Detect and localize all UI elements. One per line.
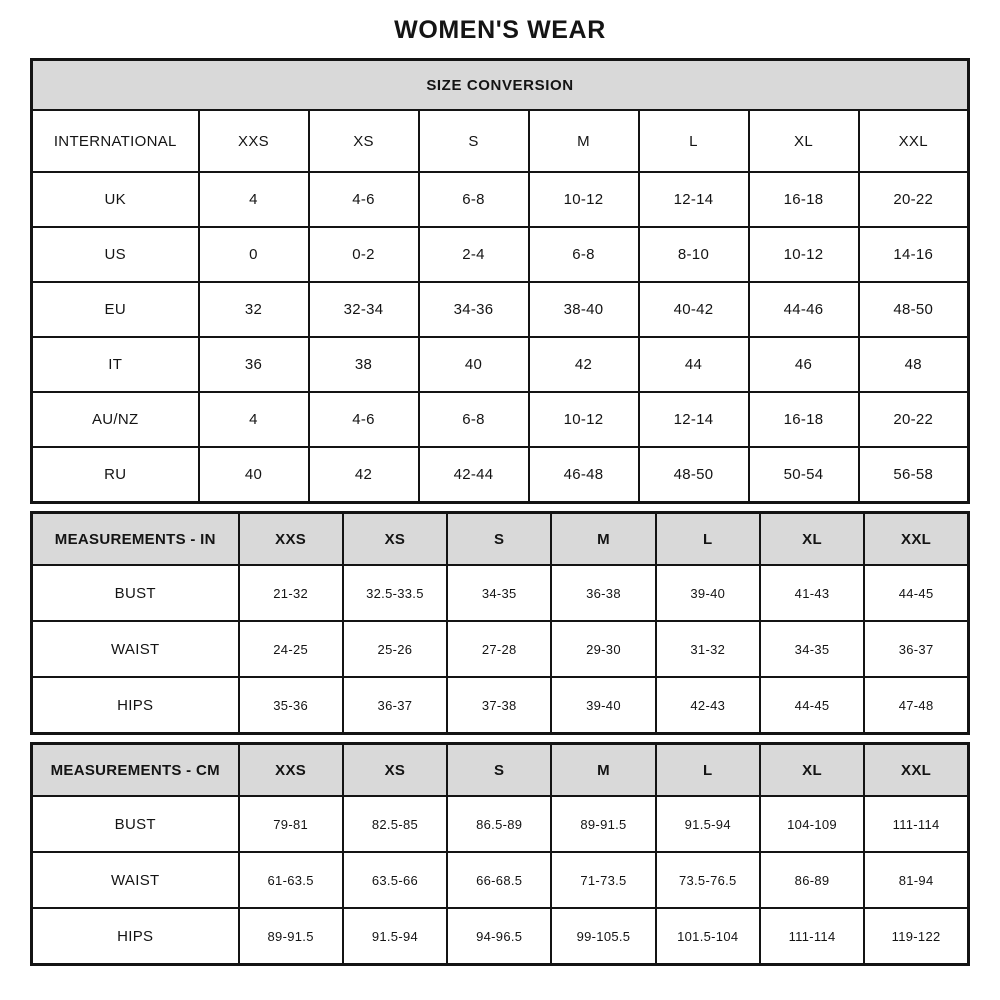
- table-header-label: MEASUREMENTS - IN: [32, 513, 239, 566]
- size-column-header: XXS: [239, 744, 343, 797]
- cell: 46: [749, 337, 859, 392]
- size-column-header: XL: [760, 744, 864, 797]
- cell: 40: [199, 447, 309, 503]
- cell: 16-18: [749, 392, 859, 447]
- cell: 44-45: [864, 565, 968, 621]
- cell: 99-105.5: [551, 908, 655, 965]
- cell: 4: [199, 172, 309, 227]
- size-column-header: S: [447, 513, 551, 566]
- size-column-header: XXL: [864, 513, 968, 566]
- measurements-in-table: [30, 511, 970, 735]
- cell: 20-22: [859, 172, 969, 227]
- cell: 42: [529, 337, 639, 392]
- cell: 6-8: [529, 227, 639, 282]
- cell: 61-63.5: [239, 852, 343, 908]
- size-column-header: XL: [760, 513, 864, 566]
- page-title: WOMEN'S WEAR: [394, 16, 606, 44]
- table-row: [32, 282, 969, 337]
- size-column-header: S: [447, 744, 551, 797]
- cell: 4-6: [309, 392, 419, 447]
- table-banner: SIZE CONVERSION: [32, 60, 969, 111]
- cell: 42-44: [419, 447, 529, 503]
- size-column-header: XXS: [199, 110, 309, 172]
- table-header-label: MEASUREMENTS - CM: [32, 744, 239, 797]
- cell: 89-91.5: [551, 796, 655, 852]
- table-row: [32, 392, 969, 447]
- cell: 27-28: [447, 621, 551, 677]
- cell: 91.5-94: [343, 908, 447, 965]
- cell: 39-40: [551, 677, 655, 734]
- cell: 36-38: [551, 565, 655, 621]
- size-column-header: S: [419, 110, 529, 172]
- cell: 63.5-66: [343, 852, 447, 908]
- size-column-header: M: [529, 110, 639, 172]
- table-row: [32, 908, 969, 965]
- row-label: US: [32, 227, 199, 282]
- cell: 10-12: [529, 172, 639, 227]
- cell: 34-36: [419, 282, 529, 337]
- cell: 48-50: [859, 282, 969, 337]
- cell: 86-89: [760, 852, 864, 908]
- cell: 44: [639, 337, 749, 392]
- table-row: [32, 796, 969, 852]
- cell: 73.5-76.5: [656, 852, 760, 908]
- table-row: [32, 447, 969, 503]
- cell: 0: [199, 227, 309, 282]
- cell: 36-37: [343, 677, 447, 734]
- cell: 94-96.5: [447, 908, 551, 965]
- cell: 6-8: [419, 392, 529, 447]
- row-label: EU: [32, 282, 199, 337]
- cell: 71-73.5: [551, 852, 655, 908]
- table-row: [32, 852, 969, 908]
- cell: 48: [859, 337, 969, 392]
- cell: 48-50: [639, 447, 749, 503]
- row-label: AU/NZ: [32, 392, 199, 447]
- cell: 34-35: [447, 565, 551, 621]
- cell: 12-14: [639, 172, 749, 227]
- cell: 104-109: [760, 796, 864, 852]
- cell: 36: [199, 337, 309, 392]
- size-column-header: XS: [343, 513, 447, 566]
- table-row: [32, 565, 969, 621]
- table-row: [32, 621, 969, 677]
- row-label: BUST: [32, 565, 239, 621]
- cell: 82.5-85: [343, 796, 447, 852]
- table-row: [32, 227, 969, 282]
- cell: 44-45: [760, 677, 864, 734]
- cell: 34-35: [760, 621, 864, 677]
- size-column-header: L: [639, 110, 749, 172]
- size-column-header: L: [656, 513, 760, 566]
- cell: 10-12: [529, 392, 639, 447]
- cell: 42: [309, 447, 419, 503]
- size-column-header: XS: [343, 744, 447, 797]
- cell: 32-34: [309, 282, 419, 337]
- cell: 101.5-104: [656, 908, 760, 965]
- row-label: HIPS: [32, 677, 239, 734]
- cell: 111-114: [864, 796, 968, 852]
- cell: 37-38: [447, 677, 551, 734]
- cell: 50-54: [749, 447, 859, 503]
- cell: 21-32: [239, 565, 343, 621]
- row-label: BUST: [32, 796, 239, 852]
- size-conversion-table: [30, 58, 970, 504]
- cell: 35-36: [239, 677, 343, 734]
- cell: 32.5-33.5: [343, 565, 447, 621]
- row-label: WAIST: [32, 621, 239, 677]
- cell: 4-6: [309, 172, 419, 227]
- size-column-header: XS: [309, 110, 419, 172]
- cell: 6-8: [419, 172, 529, 227]
- cell: 12-14: [639, 392, 749, 447]
- size-column-header: XL: [749, 110, 859, 172]
- size-column-header: L: [656, 744, 760, 797]
- cell: 20-22: [859, 392, 969, 447]
- table-banner-row: [32, 60, 969, 111]
- measurements-cm-table: [30, 742, 970, 966]
- table-row: [32, 337, 969, 392]
- cell: 0-2: [309, 227, 419, 282]
- cell: 41-43: [760, 565, 864, 621]
- cell: 91.5-94: [656, 796, 760, 852]
- table-row: [32, 172, 969, 227]
- size-column-header: XXL: [864, 744, 968, 797]
- row-label: UK: [32, 172, 199, 227]
- cell: 119-122: [864, 908, 968, 965]
- cell: 24-25: [239, 621, 343, 677]
- cell: 32: [199, 282, 309, 337]
- cell: 40-42: [639, 282, 749, 337]
- size-column-header: XXL: [859, 110, 969, 172]
- cell: 66-68.5: [447, 852, 551, 908]
- table-row: [32, 677, 969, 734]
- cell: 38: [309, 337, 419, 392]
- cell: 10-12: [749, 227, 859, 282]
- row-label: IT: [32, 337, 199, 392]
- cell: 44-46: [749, 282, 859, 337]
- cell: 81-94: [864, 852, 968, 908]
- cell: 47-48: [864, 677, 968, 734]
- cell: 86.5-89: [447, 796, 551, 852]
- cell: 89-91.5: [239, 908, 343, 965]
- cell: 16-18: [749, 172, 859, 227]
- cell: 29-30: [551, 621, 655, 677]
- cell: 4: [199, 392, 309, 447]
- row-label: WAIST: [32, 852, 239, 908]
- row-label: HIPS: [32, 908, 239, 965]
- cell: 111-114: [760, 908, 864, 965]
- label-column-header: INTERNATIONAL: [32, 110, 199, 172]
- cell: 56-58: [859, 447, 969, 503]
- cell: 31-32: [656, 621, 760, 677]
- table-header-row: [32, 744, 969, 797]
- size-column-header: M: [551, 744, 655, 797]
- column-header-row: [32, 110, 969, 172]
- cell: 25-26: [343, 621, 447, 677]
- cell: 39-40: [656, 565, 760, 621]
- cell: 14-16: [859, 227, 969, 282]
- cell: 40: [419, 337, 529, 392]
- cell: 42-43: [656, 677, 760, 734]
- cell: 79-81: [239, 796, 343, 852]
- row-label: RU: [32, 447, 199, 503]
- cell: 38-40: [529, 282, 639, 337]
- size-column-header: XXS: [239, 513, 343, 566]
- cell: 46-48: [529, 447, 639, 503]
- cell: 36-37: [864, 621, 968, 677]
- size-column-header: M: [551, 513, 655, 566]
- cell: 2-4: [419, 227, 529, 282]
- table-header-row: [32, 513, 969, 566]
- cell: 8-10: [639, 227, 749, 282]
